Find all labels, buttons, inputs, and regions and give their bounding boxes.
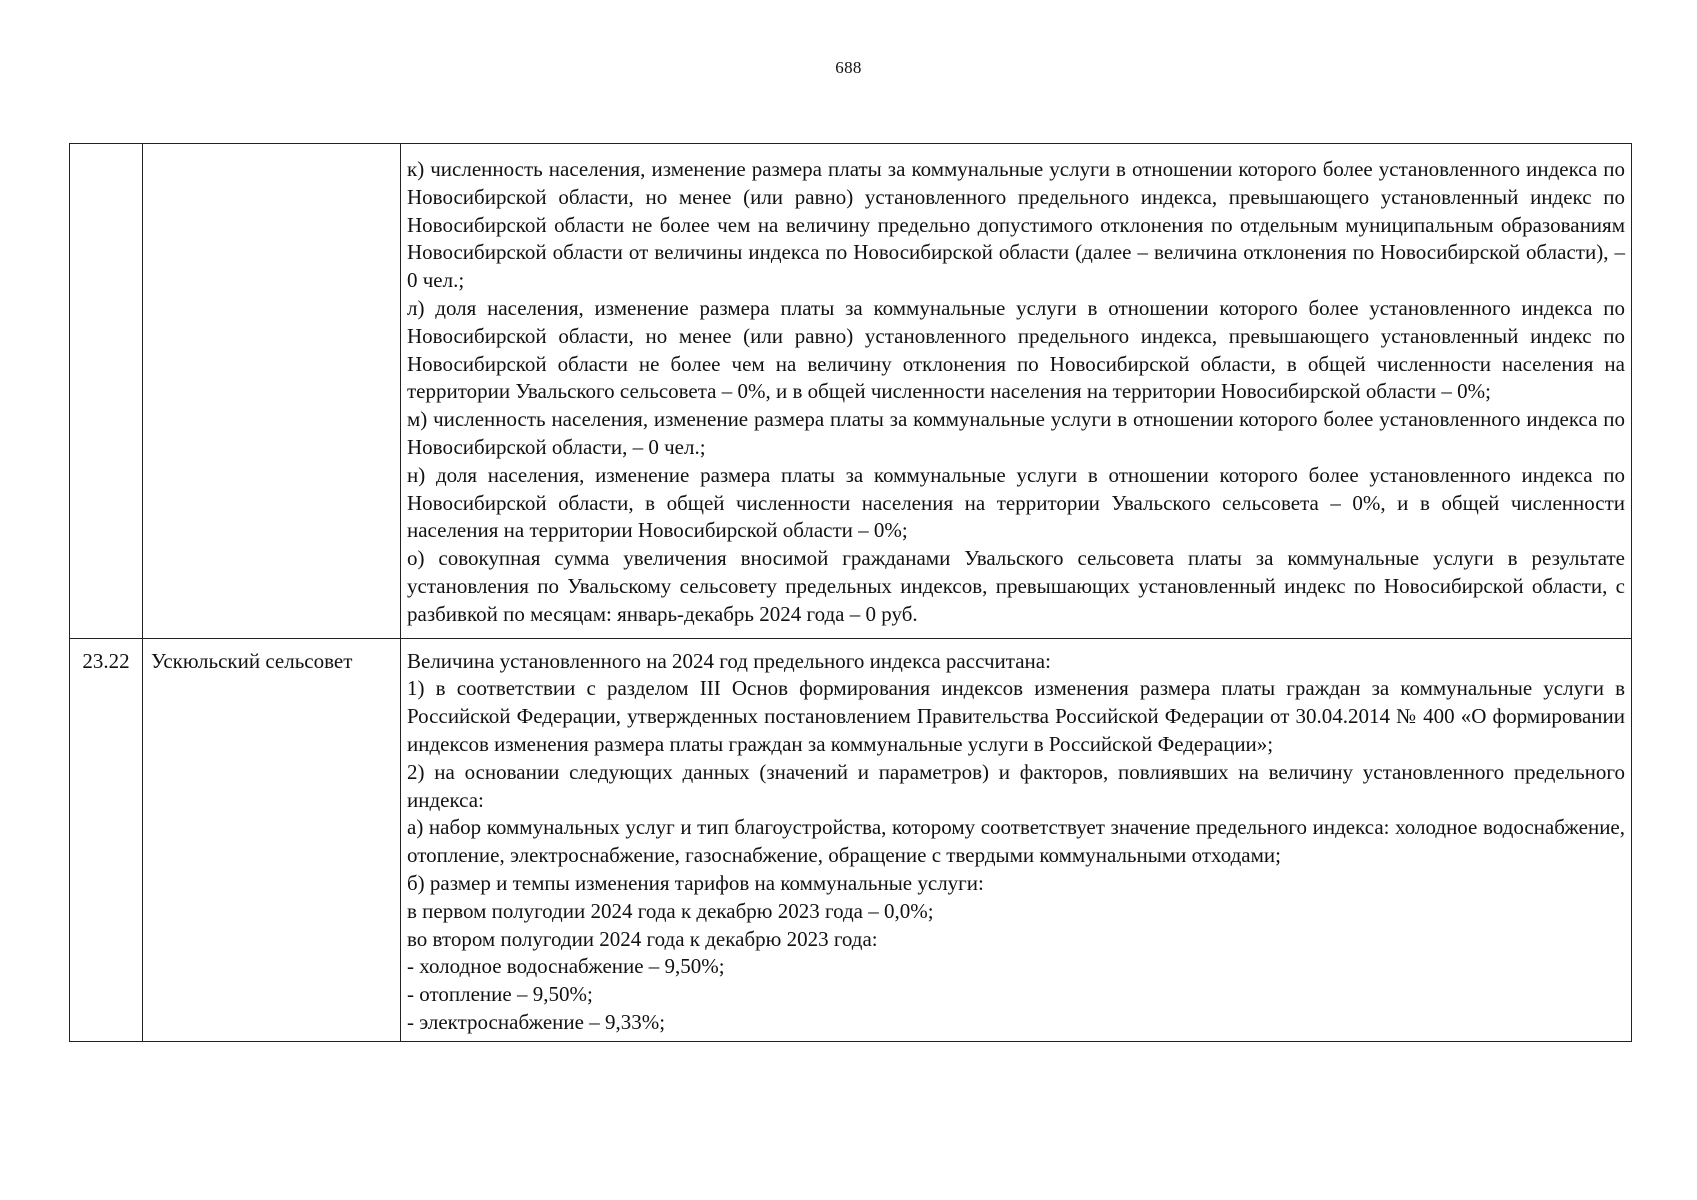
paragraph-second-half: во втором полугодии 2024 года к декабрю 2023 года: <box>407 926 878 951</box>
description-cell <box>401 638 1632 1041</box>
paragraph-first-half: в первом полугодии 2024 года к декабрю 2023 года – 0,0%; <box>407 898 934 923</box>
paragraph-k: к) численность населения, изменение размера платы за коммунальные услуги в отношении которого более установленного индекса по Новосибирской области, но менее (или равно) установленного предельного индекса, превышающего установленный индекс по Новосибирской области не более чем на величину предельно допустимого отклонения по отдельным муниципальным образованиям Новосибирской области от величины индекса по Новосибирской области (далее – величина отклонения по Новосибирской области), – 0 чел.; <box>407 157 1625 293</box>
list-item-heating: - отопление – 9,50%; <box>407 982 593 1007</box>
paragraph-l: л) доля населения, изменение размера платы за коммунальные услуги в отношении которого более установленного индекса по Новосибирской области, но менее (или равно) установленного предельного индекса, превышающего установленный индекс по Новосибирской области не более чем на величину отклонения по Новосибирской области, в общей численности населения на территории Увальского сельсовета – 0%, и в общей численности населения на территории Новосибирской области – 0%; <box>407 295 1625 404</box>
paragraph-2: 2) на основании следующих данных (значений и параметров) и факторов, повлиявших на величину установленного предельного индекса: <box>407 759 1625 812</box>
paragraph-n: н) доля населения, изменение размера платы за коммунальные услуги в отношении которого более установленного индекса по Новосибирской области, в общей численности населения на территории Увальского сельсовета – 0%, и в общей численности населения на территории Новосибирской области – 0%; <box>407 462 1625 543</box>
row-number-cell: 23.22 <box>70 638 143 1041</box>
municipality-name-cell: Ускюльский сельсовет <box>143 638 401 1041</box>
paragraph-a: а) набор коммунальных услуг и тип благоустройства, которому соответствует значение предельного индекса: холодное водоснабжение, отопление, электроснабжение, газоснабжение, обращение с твердыми коммунальными отходами; <box>407 815 1625 868</box>
list-item-electricity: - электроснабжение – 9,33%; <box>407 1009 666 1034</box>
row-number-cell <box>70 144 143 639</box>
municipality-name-cell <box>143 144 401 639</box>
paragraph-intro: Величина установленного на 2024 год предельного индекса рассчитана: <box>407 648 1051 673</box>
document-table <box>69 143 1632 1042</box>
paragraph-m: м) численность населения, изменение размера платы за коммунальные услуги в отношении которого более установленного индекса по Новосибирской области, – 0 чел.; <box>407 407 1625 459</box>
paragraph-o: о) совокупная сумма увеличения вносимой гражданами Увальского сельсовета платы за коммунальные услуги в результате установления по Увальскому сельсовету предельных индексов, превышающих установленный индекс по Новосибирской области, с разбивкой по месяцам: январь-декабрь 2024 года – 0 руб. <box>407 546 1625 626</box>
table-row <box>70 144 1632 639</box>
page-number: 688 <box>835 58 862 77</box>
paragraph-b: б) размер и темпы изменения тарифов на коммунальные услуги: <box>407 870 984 895</box>
description-cell <box>401 144 1632 639</box>
table-row <box>70 638 1632 1041</box>
paragraph-1: 1) в соответствии с разделом III Основ формирования индексов изменения размера платы граждан за коммунальные услуги в Российской Федерации, утвержденных постановлением Правительства Российской Федерации от 30.04.2014 № 400 «О формировании индексов изменения размера платы граждан за коммунальные услуги в Российской Федерации»; <box>407 676 1625 756</box>
list-item-cold-water: - холодное водоснабжение – 9,50%; <box>407 954 725 979</box>
